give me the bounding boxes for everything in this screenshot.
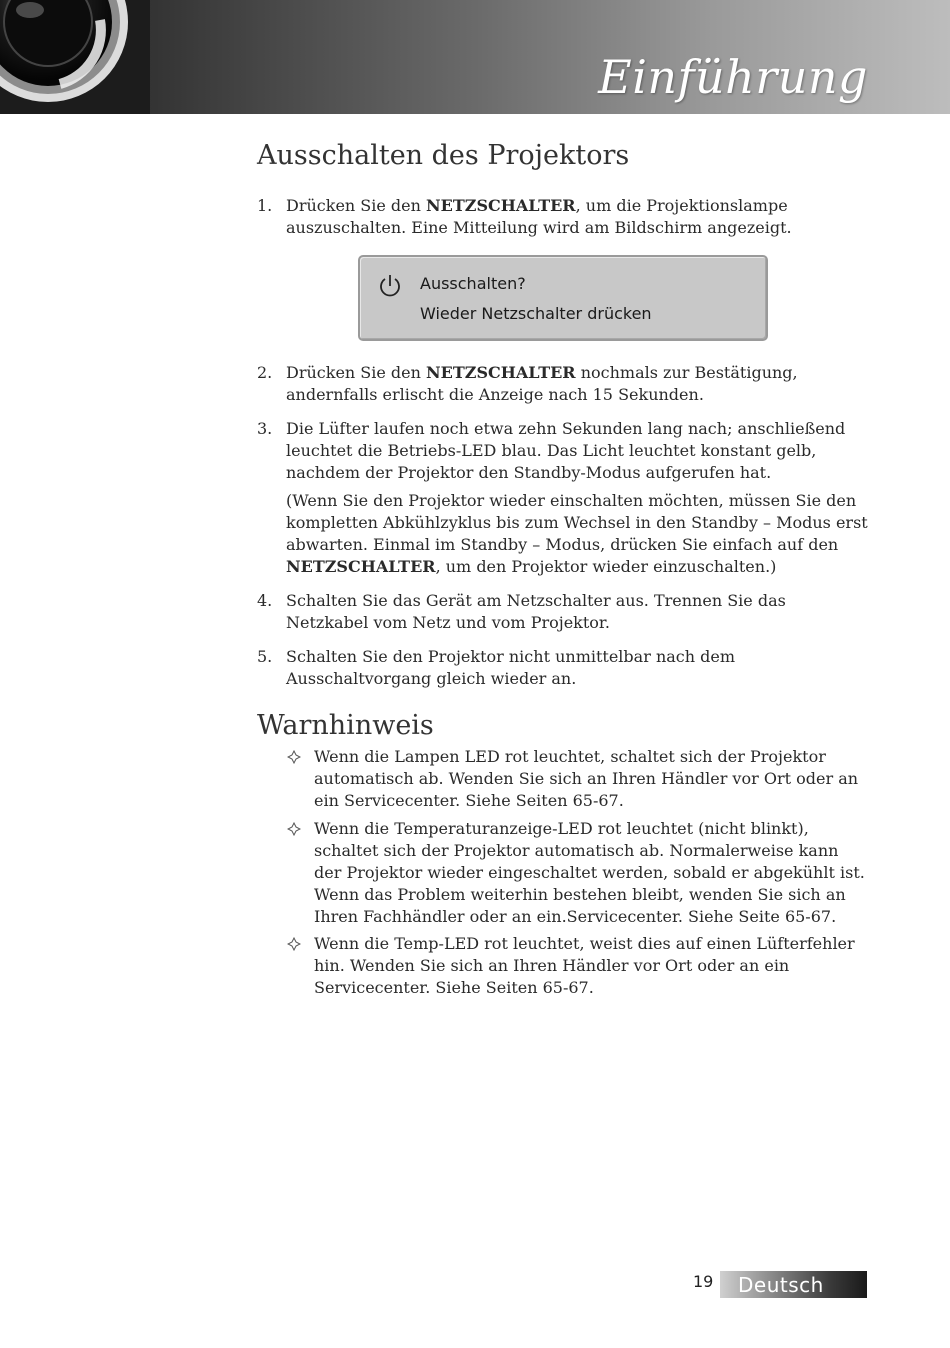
section-title-power-off: Ausschalten des Projektors [257,140,630,171]
osd-line-instruction: Wieder Netzschalter drücken [420,304,652,323]
section-title-warning: Warnhinweis [257,710,434,741]
list-item-5 [257,646,867,690]
page-number: 19 [693,1272,714,1291]
list-number: 5. [257,647,273,666]
warning-item-3 [287,933,867,999]
osd-line-question: Ausschalten? [420,274,526,293]
page-header [0,0,950,114]
projector-lens-image [0,0,150,114]
list-item-2 [257,362,867,406]
warning-item-1 [287,746,867,812]
standby-note: (Wenn Sie den Projektor wieder einschalten möchten, müssen Sie den kompletten Abkühlzyklus bis zum Wechsel in den Standby – Modus erst abwarten. Einmal im Standby – Modus, drücken Sie einfach auf den NETZSCHALTER, um den Projektor wieder einzuschalten.) [286,491,868,576]
warning-text: Wenn die Temp-LED rot leuchtet, weist dies auf einen Lüfterfehler hin. Wenden Sie sich an Ihren Händler vor Ort oder an ein Servicecenter. Siehe Seiten 65-67. [314,934,855,997]
list-text: Drücken Sie den NETZSCHALTER, um die Projektionslampe auszuschalten. Eine Mitteilung wird am Bildschirm angezeigt. [286,196,792,237]
language-tab [720,1271,867,1298]
power-icon [377,273,403,299]
warning-text: Wenn die Temperaturanzeige-LED rot leuchtet (nicht blinkt), schaltet sich der Projektor automatisch ab. Normalerweise kann der Projektor wieder eingeschaltet werden, sobald er abgekühlt ist. Wenn das Problem weiterhin bestehen bleibt, wenden Sie sich an Ihren Fachhändler oder an ein.Servicecenter. Siehe Seite 65-67. [314,819,865,926]
list-item-4 [257,590,867,634]
diamond-bullet-icon [287,750,301,764]
list-number: 3. [257,419,273,438]
list-number: 1. [257,196,273,215]
language-label: Deutsch [738,1273,824,1297]
list-item-3 [257,418,867,484]
list-text: Schalten Sie das Gerät am Netzschalter aus. Trennen Sie das Netzkabel vom Netz und vom Projektor. [286,591,786,632]
diamond-bullet-icon [287,937,301,951]
diamond-bullet-icon [287,822,301,836]
list-text: Drücken Sie den NETZSCHALTER nochmals zur Bestätigung, andernfalls erlischt die Anzeige nach 15 Sekunden. [286,363,798,404]
warning-item-2 [287,818,867,928]
list-text: Die Lüfter laufen noch etwa zehn Sekunden lang nach; anschließend leuchtet die Betriebs-LED blau. Das Licht leuchtet konstant gelb, nachdem der Projektor den Standby-Modus aufgerufen hat. [286,419,846,482]
list-text: Schalten Sie den Projektor nicht unmittelbar nach dem Ausschaltvorgang gleich wieder an. [286,647,736,688]
osd-power-off-dialog [358,255,768,341]
list-number: 4. [257,591,273,610]
list-number: 2. [257,363,273,382]
list-item-1 [257,195,867,239]
chapter-title: Einführung [598,50,868,104]
warning-text: Wenn die Lampen LED rot leuchtet, schaltet sich der Projektor automatisch ab. Wenden Sie sich an Ihren Händler vor Ort oder an ein Servicecenter. Siehe Seiten 65-67. [314,747,859,810]
